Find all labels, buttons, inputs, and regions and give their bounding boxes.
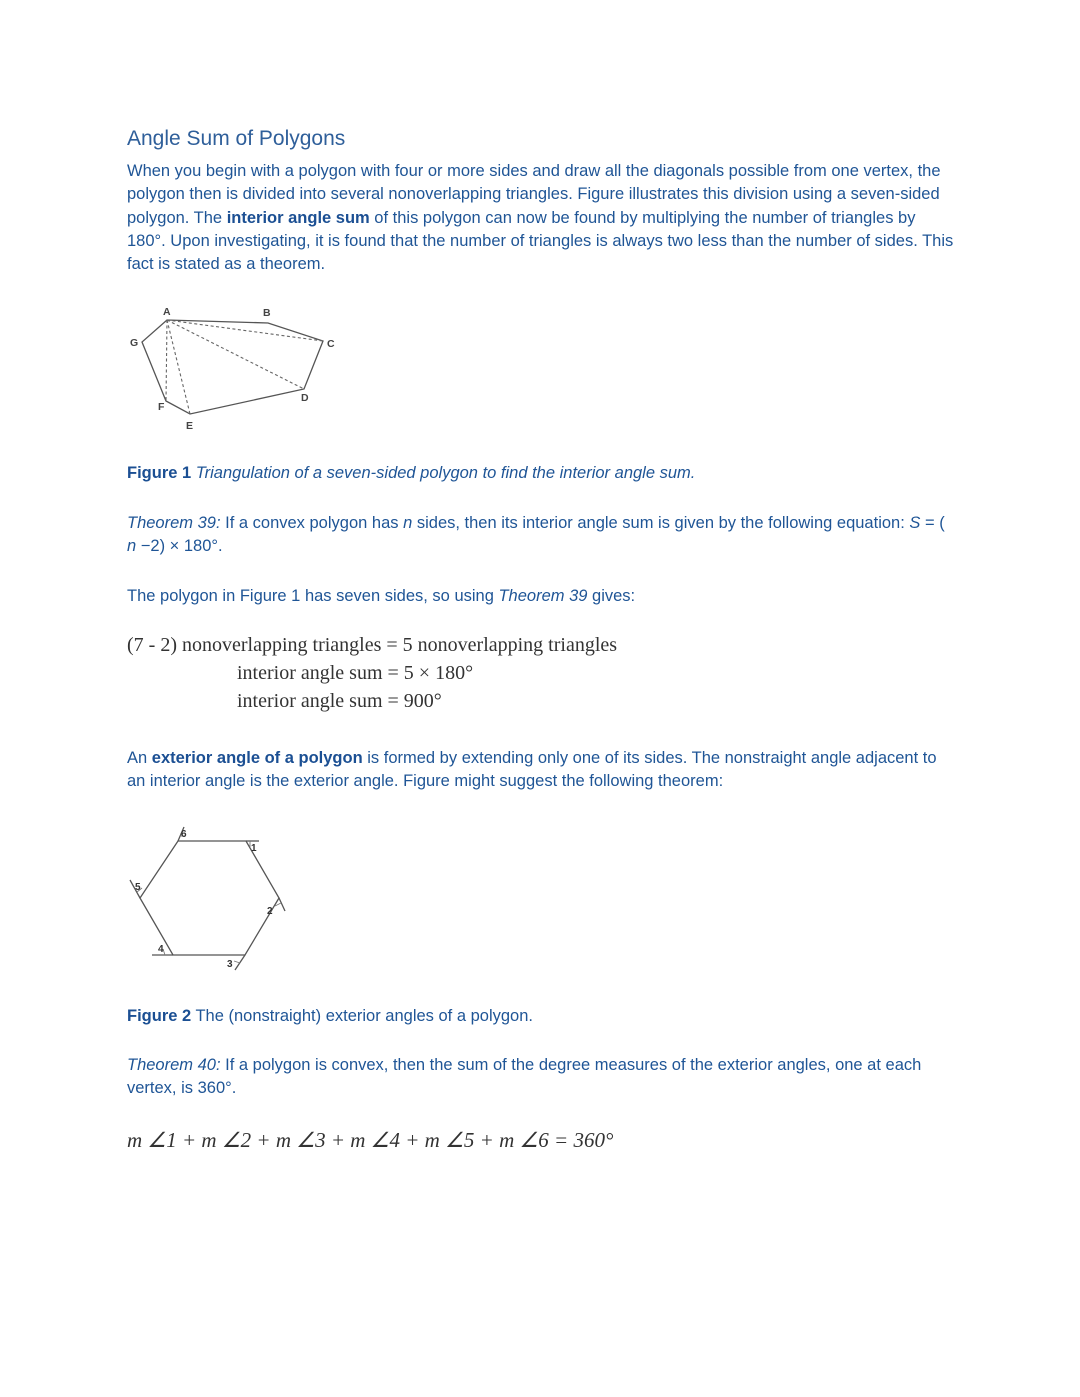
exterior-angle-term: exterior angle of a polygon bbox=[151, 749, 363, 767]
exterior-angle-sum-equation: m ∠1 + m ∠2 + m ∠3 + m ∠4 + m ∠5 + m ∠6 = 360° bbox=[127, 1128, 614, 1152]
figure1-caption-label: Figure 1 bbox=[127, 464, 192, 482]
interior-angle-sum-term: interior angle sum bbox=[226, 208, 370, 227]
theorem-40-label: Theorem 40: bbox=[127, 1056, 221, 1074]
polygon-paragraph bbox=[127, 585, 957, 608]
calc-line-1: (7 - 2) nonoverlapping triangles = 5 nonoverlapping triangles bbox=[127, 634, 618, 656]
figure2-hexagon-diagram bbox=[120, 820, 300, 975]
theorem-39-eq-n: n bbox=[127, 537, 137, 556]
theorem-39-eq-s: S bbox=[909, 514, 921, 532]
exterior-angle-label-2: 2 bbox=[267, 906, 273, 917]
theorem-39-text-2: sides, then its interior angle sum is given by the following equation: bbox=[412, 514, 910, 532]
vertex-label-f: F bbox=[158, 401, 165, 413]
intro-text-2: of this polygon can now be found by multiplying the number of triangles by 180°. Upon investigating, it is found that the number of triangles is always two less than the number of sides. This fact is stated as a theorem. bbox=[127, 208, 954, 274]
exterior-angle-label-3: 3 bbox=[227, 959, 233, 970]
polygon-text-2: gives: bbox=[587, 587, 636, 605]
page-title: Angle Sum of Polygons bbox=[127, 127, 346, 150]
vertex-label-g: G bbox=[130, 337, 139, 349]
heptagon-outline bbox=[142, 320, 323, 414]
theorem-39-reference: Theorem 39 bbox=[498, 587, 588, 605]
polygon-text-1: The polygon in Figure 1 has seven sides, so using bbox=[127, 587, 499, 605]
calc-line-2: interior angle sum = 5 × 180° bbox=[237, 662, 474, 684]
exterior-paragraph bbox=[127, 747, 957, 794]
theorem-40-text: If a polygon is convex, then the sum of the degree measures of the exterior angles, one at each vertex, is 360°. bbox=[127, 1056, 922, 1098]
extended-sides bbox=[130, 827, 285, 970]
exterior-angle-label-5: 5 bbox=[135, 882, 141, 893]
theorem-39 bbox=[127, 512, 957, 559]
vertex-label-e: E bbox=[186, 420, 194, 432]
theorem-39-label: Theorem 39: bbox=[127, 514, 221, 532]
exterior-angle-label-6: 6 bbox=[181, 829, 187, 840]
figure1-heptagon-diagram bbox=[120, 298, 360, 438]
intro-paragraph bbox=[127, 160, 957, 276]
theorem-39-eq-mid: = ( bbox=[920, 514, 945, 532]
vertex-label-b: B bbox=[263, 307, 271, 319]
exterior-text-2: is formed by extending only one of its sides. The nonstraight angle adjacent to an interior angle is the exterior angle. Figure might suggest the following theorem: bbox=[127, 749, 937, 791]
exterior-angle-label-1: 1 bbox=[251, 843, 257, 854]
exterior-angle-label-4: 4 bbox=[158, 944, 164, 955]
theorem-39-text-1: If a convex polygon has bbox=[220, 514, 404, 532]
theorem-40 bbox=[127, 1054, 957, 1101]
figure1-caption-text: Triangulation of a seven-sided polygon to find the interior angle sum. bbox=[191, 464, 696, 482]
exterior-text-1: An bbox=[127, 749, 152, 767]
figure2-caption-label: Figure 2 bbox=[127, 1007, 192, 1025]
figure2-caption bbox=[127, 1005, 957, 1028]
vertex-label-a: A bbox=[163, 306, 171, 318]
intro-text-1: When you begin with a polygon with four or more sides and draw all the diagonals possible from one vertex, the polygon then is divided into several nonoverlapping triangles. Figure illustrates this division using a seven-sided polygon. The bbox=[127, 162, 941, 227]
vertex-label-c: C bbox=[327, 338, 335, 350]
theorem-39-n: n bbox=[403, 514, 413, 532]
calc-line-3: interior angle sum = 900° bbox=[237, 690, 442, 712]
figure1-caption bbox=[127, 462, 957, 485]
hexagon-outline bbox=[140, 841, 279, 955]
triangulation-diagonals bbox=[166, 320, 323, 414]
theorem-39-eq-end: −2) × 180°. bbox=[136, 537, 223, 556]
figure2-caption-text: The (nonstraight) exterior angles of a polygon. bbox=[191, 1007, 533, 1025]
vertex-label-d: D bbox=[301, 392, 309, 404]
